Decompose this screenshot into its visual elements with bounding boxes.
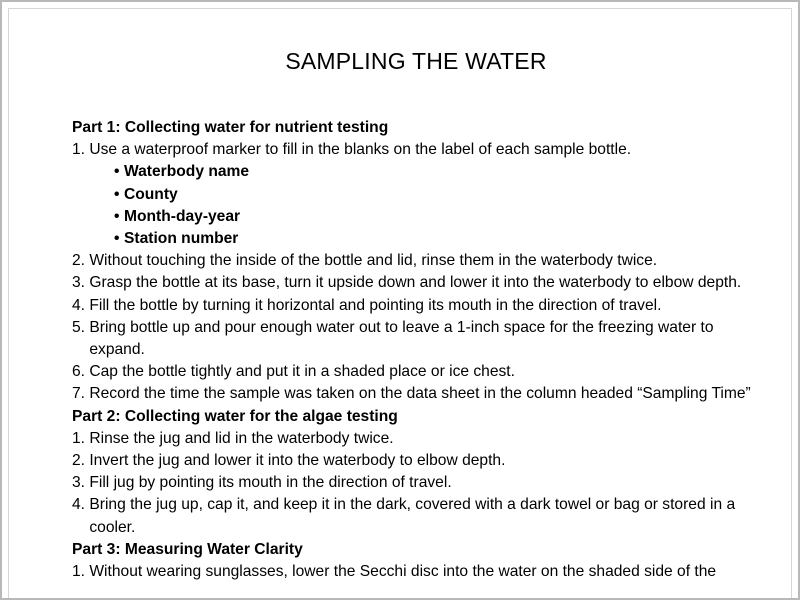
part2-step-3 xyxy=(72,472,752,494)
step-number: 7. xyxy=(72,385,90,403)
bullet-icon: • xyxy=(114,163,120,181)
step-text: Without wearing sunglasses, lower the Secchi disc into the water on the shaded side of the xyxy=(89,563,717,581)
step-number: 1. xyxy=(72,563,90,581)
step-number: 3. xyxy=(72,274,90,292)
step-text: Invert the jug and lower it into the waterbody to elbow depth. xyxy=(89,452,506,470)
part1-step-7 xyxy=(72,383,752,405)
part1-step-3 xyxy=(72,272,752,294)
bullet-icon: • xyxy=(114,207,120,225)
bullet-item: • Waterbody name xyxy=(114,161,752,183)
part3-heading: Part 3: Measuring Water Clarity xyxy=(72,540,303,558)
document-body xyxy=(72,117,752,583)
step-text: Bring the jug up, cap it, and keep it in the dark, covered with a dark towel or bag or stored in a cooler. xyxy=(89,496,736,536)
step-text: Use a waterproof marker to fill in the blanks on the label of each sample bottle. xyxy=(89,141,632,159)
step-text: Rinse the jug and lid in the waterbody twice. xyxy=(89,429,394,447)
bullet-icon: • xyxy=(114,185,120,203)
step-text: Grasp the bottle at its base, turn it upside down and lower it into the waterbody to elbow depth. xyxy=(89,274,742,292)
part2-step-2 xyxy=(72,450,752,472)
step-number: 6. xyxy=(72,363,90,381)
part2-step-1 xyxy=(72,428,752,450)
step-number: 4. xyxy=(72,496,90,514)
step-number: 3. xyxy=(72,474,90,492)
step-text: Without touching the inside of the bottle and lid, rinse them in the waterbody twice. xyxy=(89,252,658,270)
part1-step-5 xyxy=(72,317,752,361)
step-text: Fill jug by pointing its mouth in the direction of travel. xyxy=(89,474,452,492)
part2-heading: Part 2: Collecting water for the algae testing xyxy=(72,407,398,425)
step-text: Cap the bottle tightly and put it in a shaded place or ice chest. xyxy=(89,363,515,381)
step-text: Record the time the sample was taken on the data sheet in the column headed “Sampling Time” xyxy=(89,385,751,403)
part1-step-4 xyxy=(72,295,752,317)
bullet-item: • County xyxy=(114,184,752,206)
bullet-item: • Station number xyxy=(114,228,752,250)
step-number: 5. xyxy=(72,318,90,336)
part2-step-4 xyxy=(72,494,752,538)
part1-step-2 xyxy=(72,250,752,272)
step-number: 2. xyxy=(72,452,90,470)
step-text: Fill the bottle by turning it horizontal and pointing its mouth in the direction of travel. xyxy=(89,296,662,314)
part3-step-1 xyxy=(72,561,752,583)
label-fields-list xyxy=(72,161,752,250)
step-number: 4. xyxy=(72,296,90,314)
part1-heading: Part 1: Collecting water for nutrient testing xyxy=(72,119,389,136)
step-text: Bring bottle up and pour enough water out to leave a 1-inch space for the freezing water to expand. xyxy=(89,318,714,359)
page-title: SAMPLING THE WATER xyxy=(285,48,547,74)
bullet-icon: • xyxy=(114,230,120,248)
part1-step-1 xyxy=(72,139,752,161)
part1-step-6 xyxy=(72,361,752,383)
step-number: 2. xyxy=(72,252,90,270)
step-number: 1. xyxy=(72,141,90,159)
bullet-item: • Month-day-year xyxy=(114,206,752,228)
step-number: 1. xyxy=(72,429,90,447)
